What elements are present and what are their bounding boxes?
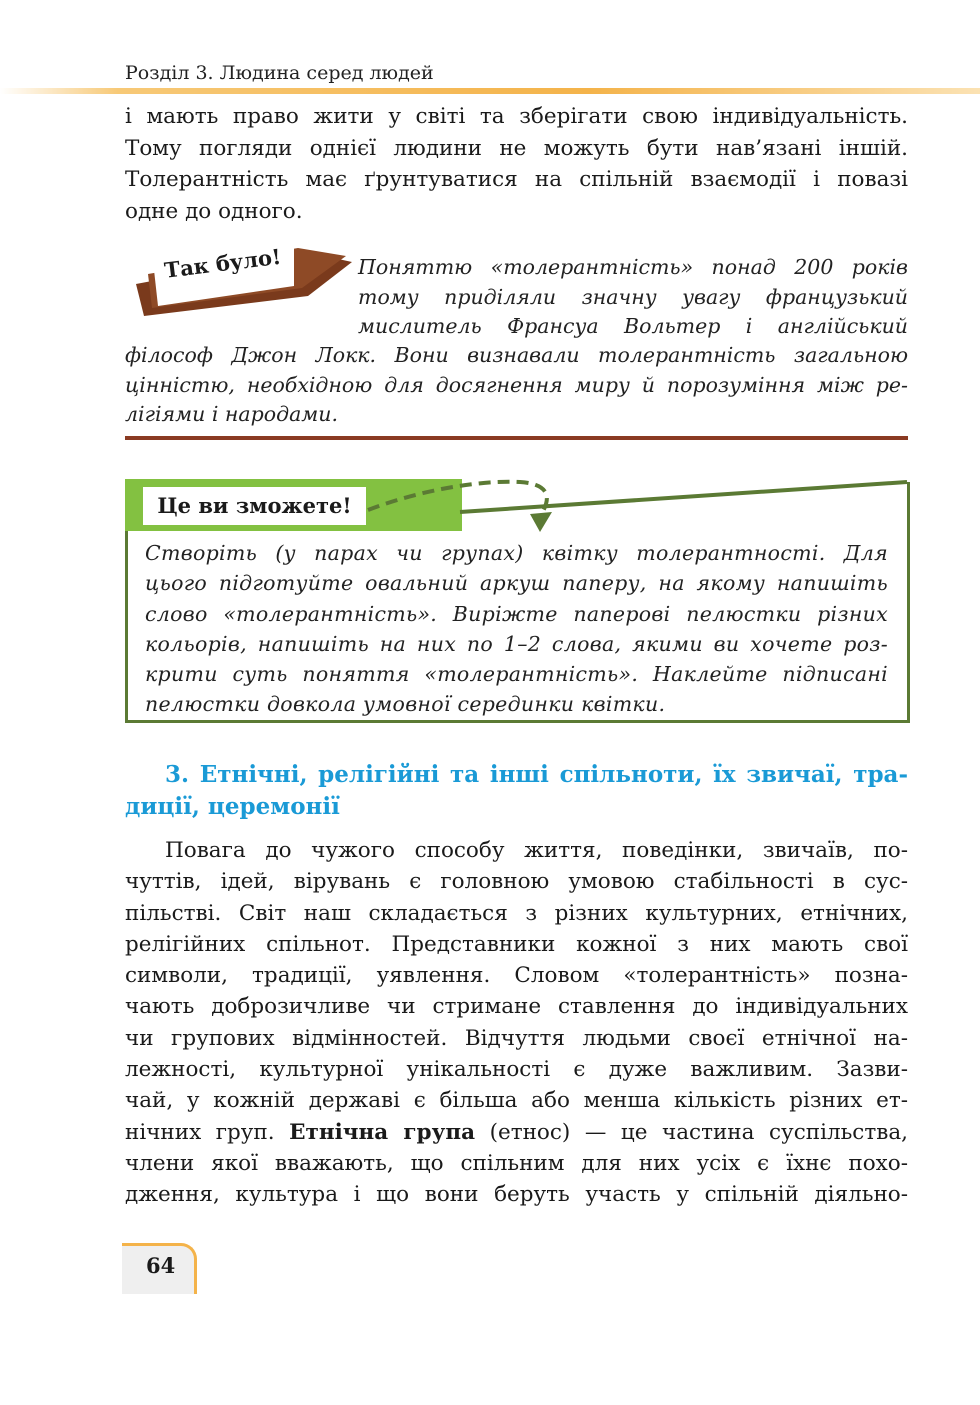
body-line: чай, у кожній державі є більша або менша кількість різних ет- [125, 1088, 908, 1114]
intro-line: Тому погляди однієї людини не можуть бути нав’язані іншій. [125, 135, 908, 161]
body-line: дження, культура і що вони беруть участь у спільній діяльно- [125, 1182, 908, 1208]
intro-line: і мають право жити у світі та зберігати свою індивідуальність. [125, 104, 908, 129]
tak-bulo-line: Поняттю «толерантність» понад 200 років [358, 255, 908, 279]
body-line-with-term [125, 1117, 908, 1148]
activity-line: крити суть поняття «толерантність». Наклейте підписані [145, 662, 888, 687]
tak-bulo-line: лігіями і народами. [125, 402, 339, 426]
intro-line: одне до одного. [125, 198, 303, 224]
body-line: члени якої вважають, що спільним для них усіх є їхнє похо- [125, 1150, 908, 1176]
body-line-part: нічних груп. [125, 1119, 290, 1145]
tak-bulo-label: Так було! [163, 243, 283, 283]
body-line: чи групових відмінностей. Відчуття людьми своєї етнічної на- [125, 1025, 908, 1051]
body-line: пільстві. Світ наш складається з різних культурних, етнічних, [125, 900, 908, 926]
activity-line: пелюстки довкола умовної серединки квітки. [145, 692, 666, 717]
intro-paragraph [125, 101, 908, 227]
section-heading-line: диції, церемонії [125, 793, 340, 820]
activity-line: слово «толерантність». Виріжте паперові пелюстки різних [145, 601, 888, 626]
body-line: релігійних спільнот. Представники кожної з них мають свої [125, 931, 908, 957]
tak-bulo-line: мислитель Франсуа Вольтер і англійський [358, 314, 908, 338]
body-line: чають доброзичливе чи стримане ставлення до індивідуальних [125, 994, 908, 1020]
body-line: символи, традиції, уявлення. Словом «толерантність» позна- [125, 963, 908, 989]
activity-text [145, 538, 888, 720]
body-line-part: (етнос) — це частина суспільства, [475, 1119, 908, 1145]
tak-bulo-line: філософ Джон Локк. Вони визнавали толерантність загальною [125, 343, 908, 367]
intro-line: Толерантність має ґрунтуватися на спільній взаємодії і повазі [125, 167, 908, 192]
section-heading [125, 759, 908, 823]
page-number: 64 [146, 1253, 176, 1278]
activity-line: цього підготуйте овальний аркуш паперу, на якому напишіть [145, 571, 888, 596]
body-line: лежності, культурної унікальності є дуже важливим. Зазви- [125, 1057, 908, 1083]
activity-label: Це ви зможете! [143, 487, 366, 525]
activity-arrow-decoration [360, 476, 910, 538]
header-rule [0, 88, 980, 94]
tak-bulo-line: цінністю, необхідною для досягнення миру й порозуміння між ре- [125, 372, 908, 397]
tak-bulo-text-right [358, 253, 908, 342]
body-line: чуттів, ідей, вірувань є головною умовою стабільності в сус- [125, 869, 908, 895]
body-paragraph [125, 835, 908, 1211]
brown-divider [125, 436, 908, 440]
activity-line: Створіть (у парах чи групах) квітку толерантності. Для [145, 541, 888, 565]
tak-bulo-line: тому приділяли значну увагу французький [358, 284, 908, 309]
term-ethnic-group: Етнічна група [289, 1119, 476, 1145]
activity-line: кольорів, напишіть на них по 1–2 слова, якими ви хочете роз- [145, 631, 888, 656]
section-heading-line: 3. Етнічні, релігійні та інші спільноти, їх звичаї, тра- [165, 761, 908, 788]
chapter-header: Розділ 3. Людина серед людей [125, 62, 434, 84]
tak-bulo-text-full [125, 341, 908, 430]
body-line: Повага до чужого способу життя, поведінки, звичаїв, по- [165, 838, 908, 863]
